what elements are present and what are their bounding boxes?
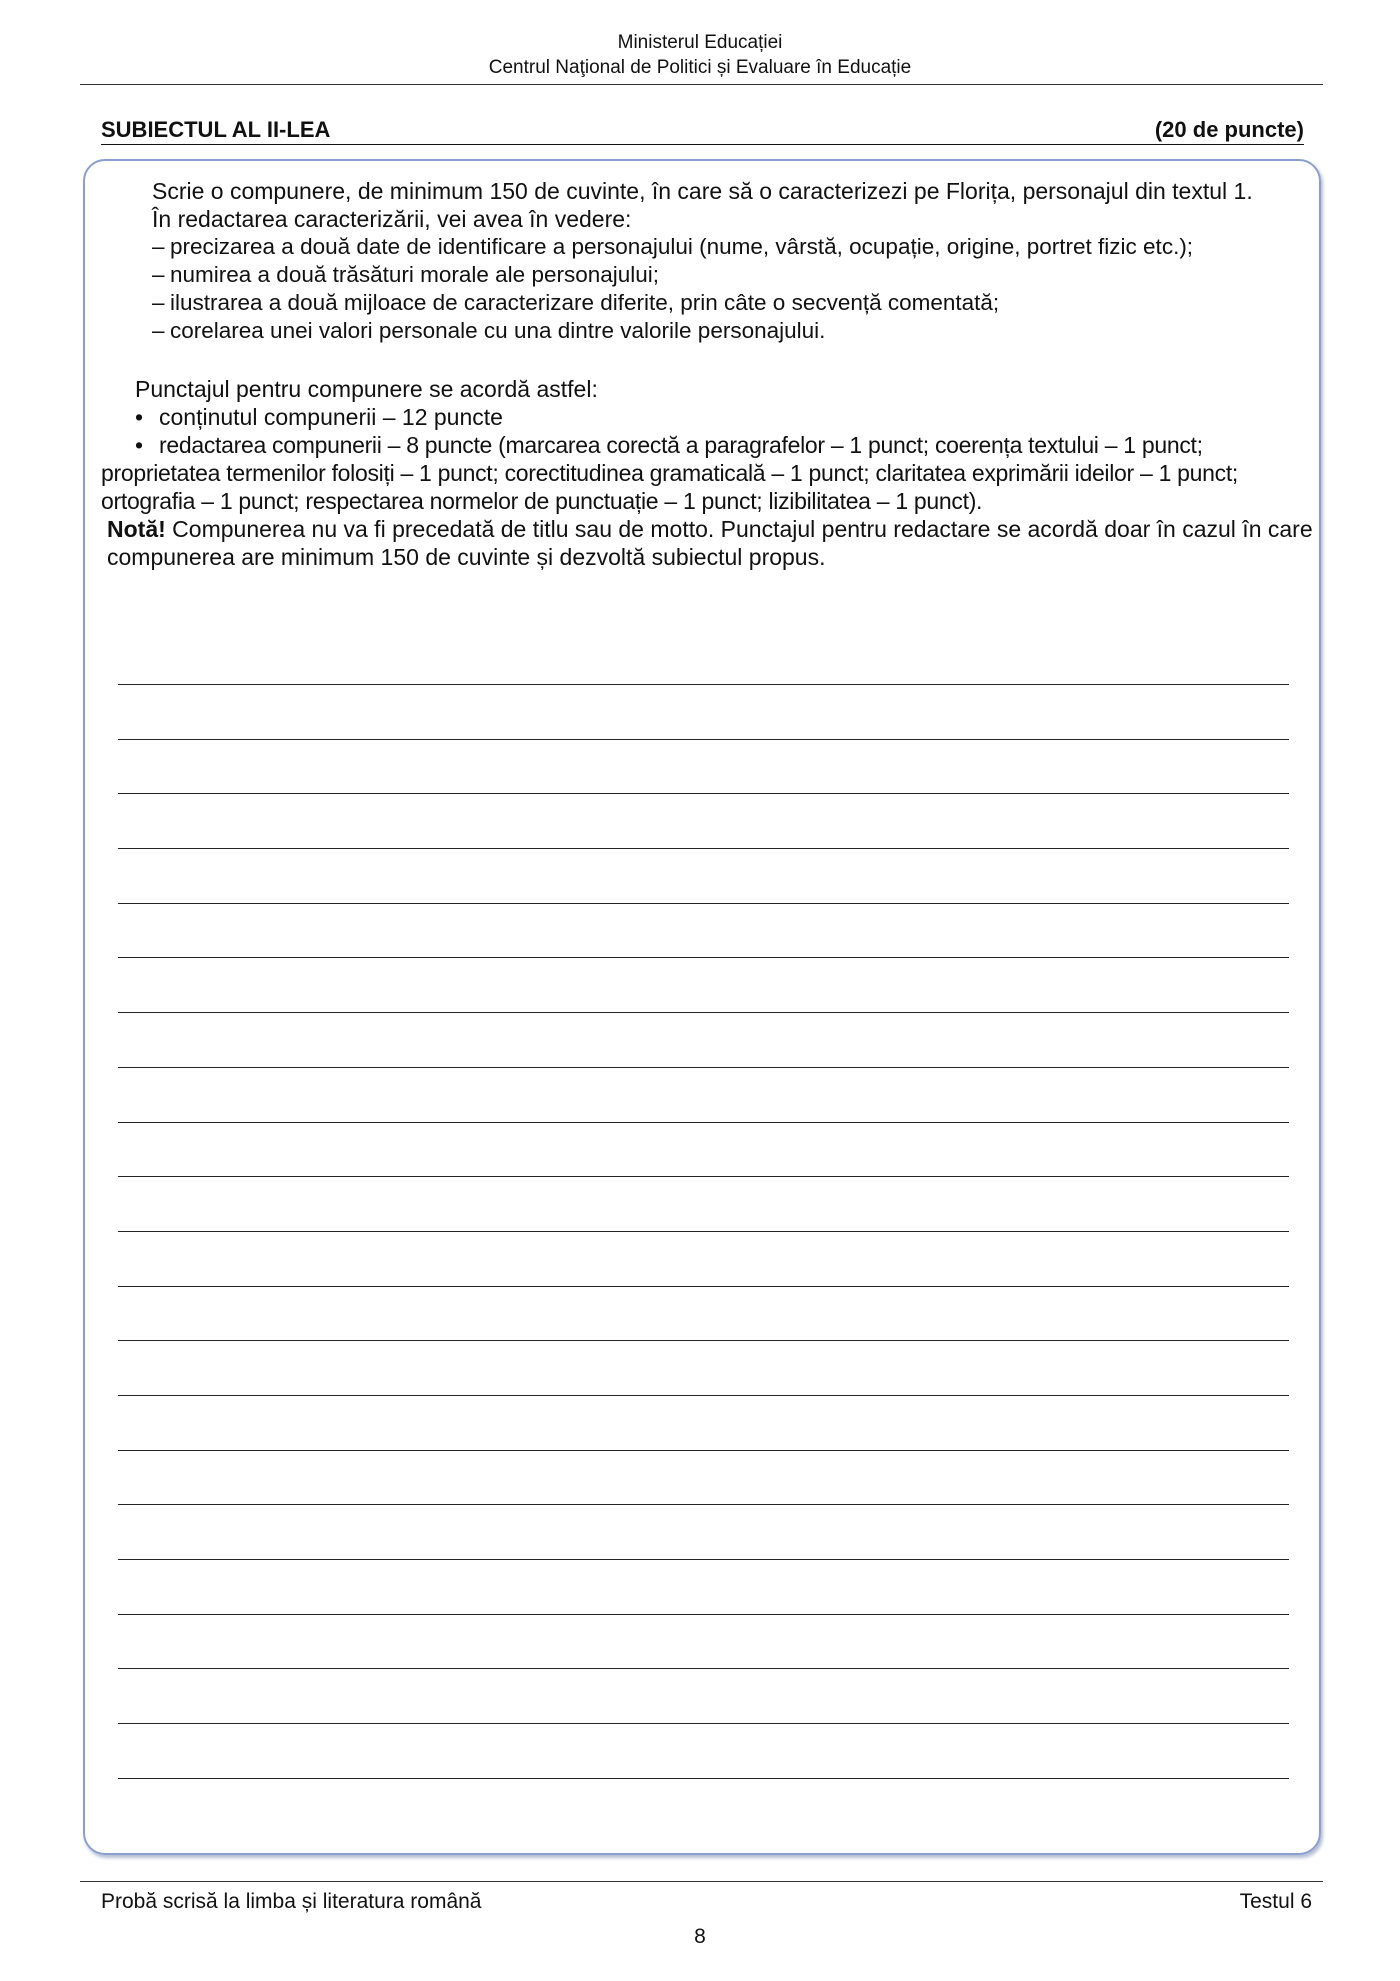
- scoring-item: • redactarea compunerii – 8 puncte (marcarea corectă a paragrafelor – 1 punct; coerența textului – 1 punct; proprietatea termenilor folosiți – 1 punct; corectitudinea gramaticală – 1 punct; claritatea exprimării ideilor – 1 punct; ortografia – 1 punct; respectarea normelor de punctuație – 1 punct; lizibilitatea – 1 punct).: [101, 432, 1239, 514]
- answer-line[interactable]: [118, 684, 1289, 685]
- subject-title: SUBIECTUL AL II-LEA: [101, 117, 331, 142]
- note-text: Compunerea nu va fi precedată de titlu sau de motto. Punctajul pentru redactare se acordă doar în cazul în care compunerea are minimum 150 de cuvinte și dezvoltă subiectul propus.: [107, 516, 1313, 570]
- dash-icon: –: [152, 290, 165, 315]
- answer-line[interactable]: [118, 903, 1289, 904]
- answer-line[interactable]: [118, 1176, 1289, 1177]
- answer-line[interactable]: [118, 1395, 1289, 1396]
- subject-points: (20 de puncte): [1154, 117, 1304, 142]
- footer-test-number: Testul 6: [1239, 1890, 1312, 1913]
- answer-line[interactable]: [118, 1778, 1289, 1779]
- header-divider: [80, 84, 1323, 85]
- answer-line[interactable]: [118, 1286, 1289, 1287]
- answer-line[interactable]: [118, 1504, 1289, 1505]
- requirement-item: – precizarea a două date de identificare a personajului (nume, vârstă, ocupație, origine, portret fizic etc.);: [152, 234, 1194, 259]
- dash-icon: –: [152, 234, 165, 259]
- answer-line[interactable]: [118, 1012, 1289, 1013]
- bullet-icon: •: [135, 404, 144, 430]
- requirement-item: – numirea a două trăsături morale ale personajului;: [152, 262, 660, 287]
- requirements-intro: În redactarea caracterizării, vei avea în vedere:: [152, 206, 632, 232]
- task-content: [101, 177, 1316, 571]
- answer-line[interactable]: [118, 793, 1289, 794]
- answer-lines: [118, 684, 1289, 1832]
- requirement-item: – ilustrarea a două mijloace de caracterizare diferite, prin câte o secvență comentată;: [152, 290, 1000, 315]
- answer-line[interactable]: [118, 1450, 1289, 1451]
- answer-line[interactable]: [118, 848, 1289, 849]
- answer-line[interactable]: [118, 1231, 1289, 1232]
- answer-line[interactable]: [118, 957, 1289, 958]
- note: [101, 515, 1316, 571]
- task-intro: Scrie o compunere, de minimum 150 de cuvinte, în care să o caracterizezi pe Florița, personajul din textul 1.: [152, 178, 1253, 204]
- bullet-icon: •: [135, 432, 143, 458]
- answer-line[interactable]: [118, 1122, 1289, 1123]
- scoring-intro: Punctajul pentru compunere se acordă astfel:: [135, 376, 598, 402]
- scoring-item: • conținutul compunerii – 12 puncte: [135, 404, 503, 430]
- dash-icon: –: [152, 318, 165, 343]
- footer-divider: [80, 1881, 1323, 1882]
- answer-line[interactable]: [118, 1668, 1289, 1669]
- answer-line[interactable]: [118, 1559, 1289, 1560]
- answer-line[interactable]: [118, 1067, 1289, 1068]
- answer-line[interactable]: [118, 1614, 1289, 1615]
- document-header: [0, 30, 1400, 80]
- requirement-item: – corelarea unei valori personale cu una dintre valorile personajului.: [152, 318, 826, 343]
- answer-line[interactable]: [118, 1723, 1289, 1724]
- subject-heading: [101, 116, 1304, 145]
- page-number: 8: [694, 1925, 706, 1948]
- answer-line[interactable]: [118, 1340, 1289, 1341]
- dash-icon: –: [152, 262, 165, 287]
- ministry-name: Ministerul Educației: [617, 32, 783, 53]
- footer-exam-name: Probă scrisă la limba și literatura română: [101, 1890, 482, 1913]
- answer-line[interactable]: [118, 739, 1289, 740]
- center-name: Centrul Naţional de Politici și Evaluare în Educație: [488, 57, 912, 78]
- note-label: Notă!: [107, 516, 166, 542]
